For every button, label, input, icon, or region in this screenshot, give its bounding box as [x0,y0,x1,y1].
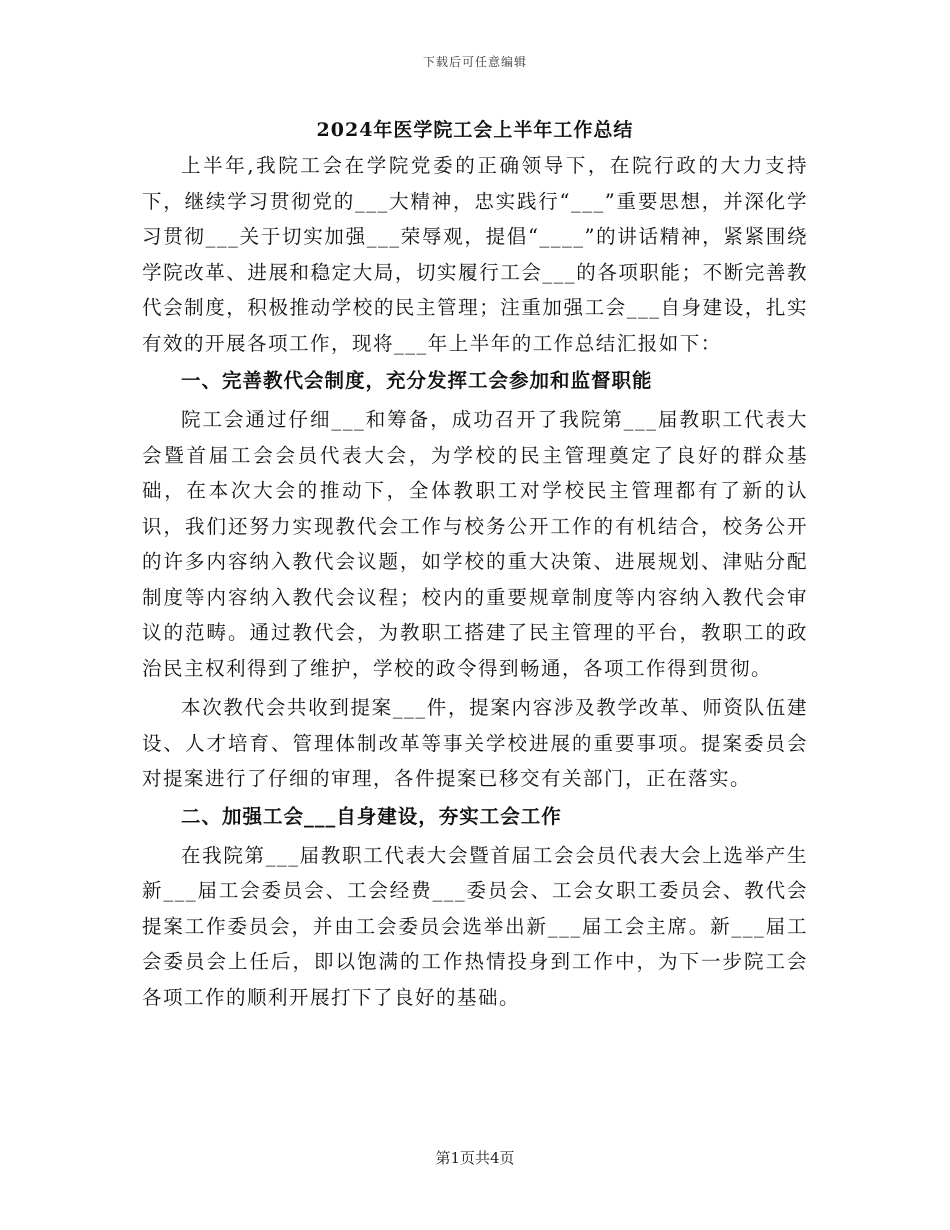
document-body [142,112,808,1015]
page-footer: 第1页共4页 [435,1149,515,1167]
section-1-paragraph-1: 院工会通过仔细___和筹备，成功召开了我院第___届教职工代表大会暨首届工会会员代表大会，为学校的民主管理奠定了良好的群众基础，在本次大会的推动下，全体教职工对学校民主管理都有了新的认识，我们还努力实现教代会工作与校务公开工作的有机结合，校务公开的许多内容纳入教代会议题，如学校的重大决策、进展规划、津贴分配制度等内容纳入教代会议程；校内的重要规章制度等内容纳入教代会审议的范畴。通过教代会，为教职工搭建了民主管理的平台，教职工的政治民主权利得到了维护，学校的政令得到畅通，各项工作得到贯彻。 [142,408,808,680]
intro-paragraph: 上半年,我院工会在学院党委的正确领导下，在院行政的大力支持下，继续学习贯彻党的___大精神，忠实践行“___”重要思想，并深化学习贯彻___关于切实加强___荣辱观，提倡“____”的讲话精神，紧紧围绕学院改革、进展和稳定大局，切实履行工会___的各项职能；不断完善教代会制度，积极推动学校的民主管理；注重加强工会___自身建设，扎实有效的开展各项工作，现将___年上半年的工作总结汇报如下： [142,154,808,355]
section-2-paragraph-1: 在我院第___届教职工代表大会暨首届工会会员代表大会上选举产生新___届工会委员会、工会经费___委员会、工会女职工委员会、教代会提案工作委员会，并由工会委员会选举出新___届工会主席。新___届工会委员会上任后，即以饱满的工作热情投身到工作中，为下一步院工会各项工作的顺利开展打下了良好的基础。 [142,843,808,1009]
document-title: 2024年医学院工会上半年工作总结 [316,119,634,141]
header-note: 下载后可任意编辑 [422,55,527,69]
section-1-paragraph-2: 本次教代会共收到提案___件，提案内容涉及教学改革、师资队伍建设、人才培育、管理体制改革等事关学校进展的重要事项。提案委员会对提案进行了仔细的审理，各件提案已移交有关部门，正在落实。 [142,696,808,790]
section-heading-2: 二、加强工会___自身建设，夯实工会工作 [181,804,562,828]
section-heading-1: 一、完善教代会制度，充分发挥工会参加和监督职能 [181,369,653,392]
